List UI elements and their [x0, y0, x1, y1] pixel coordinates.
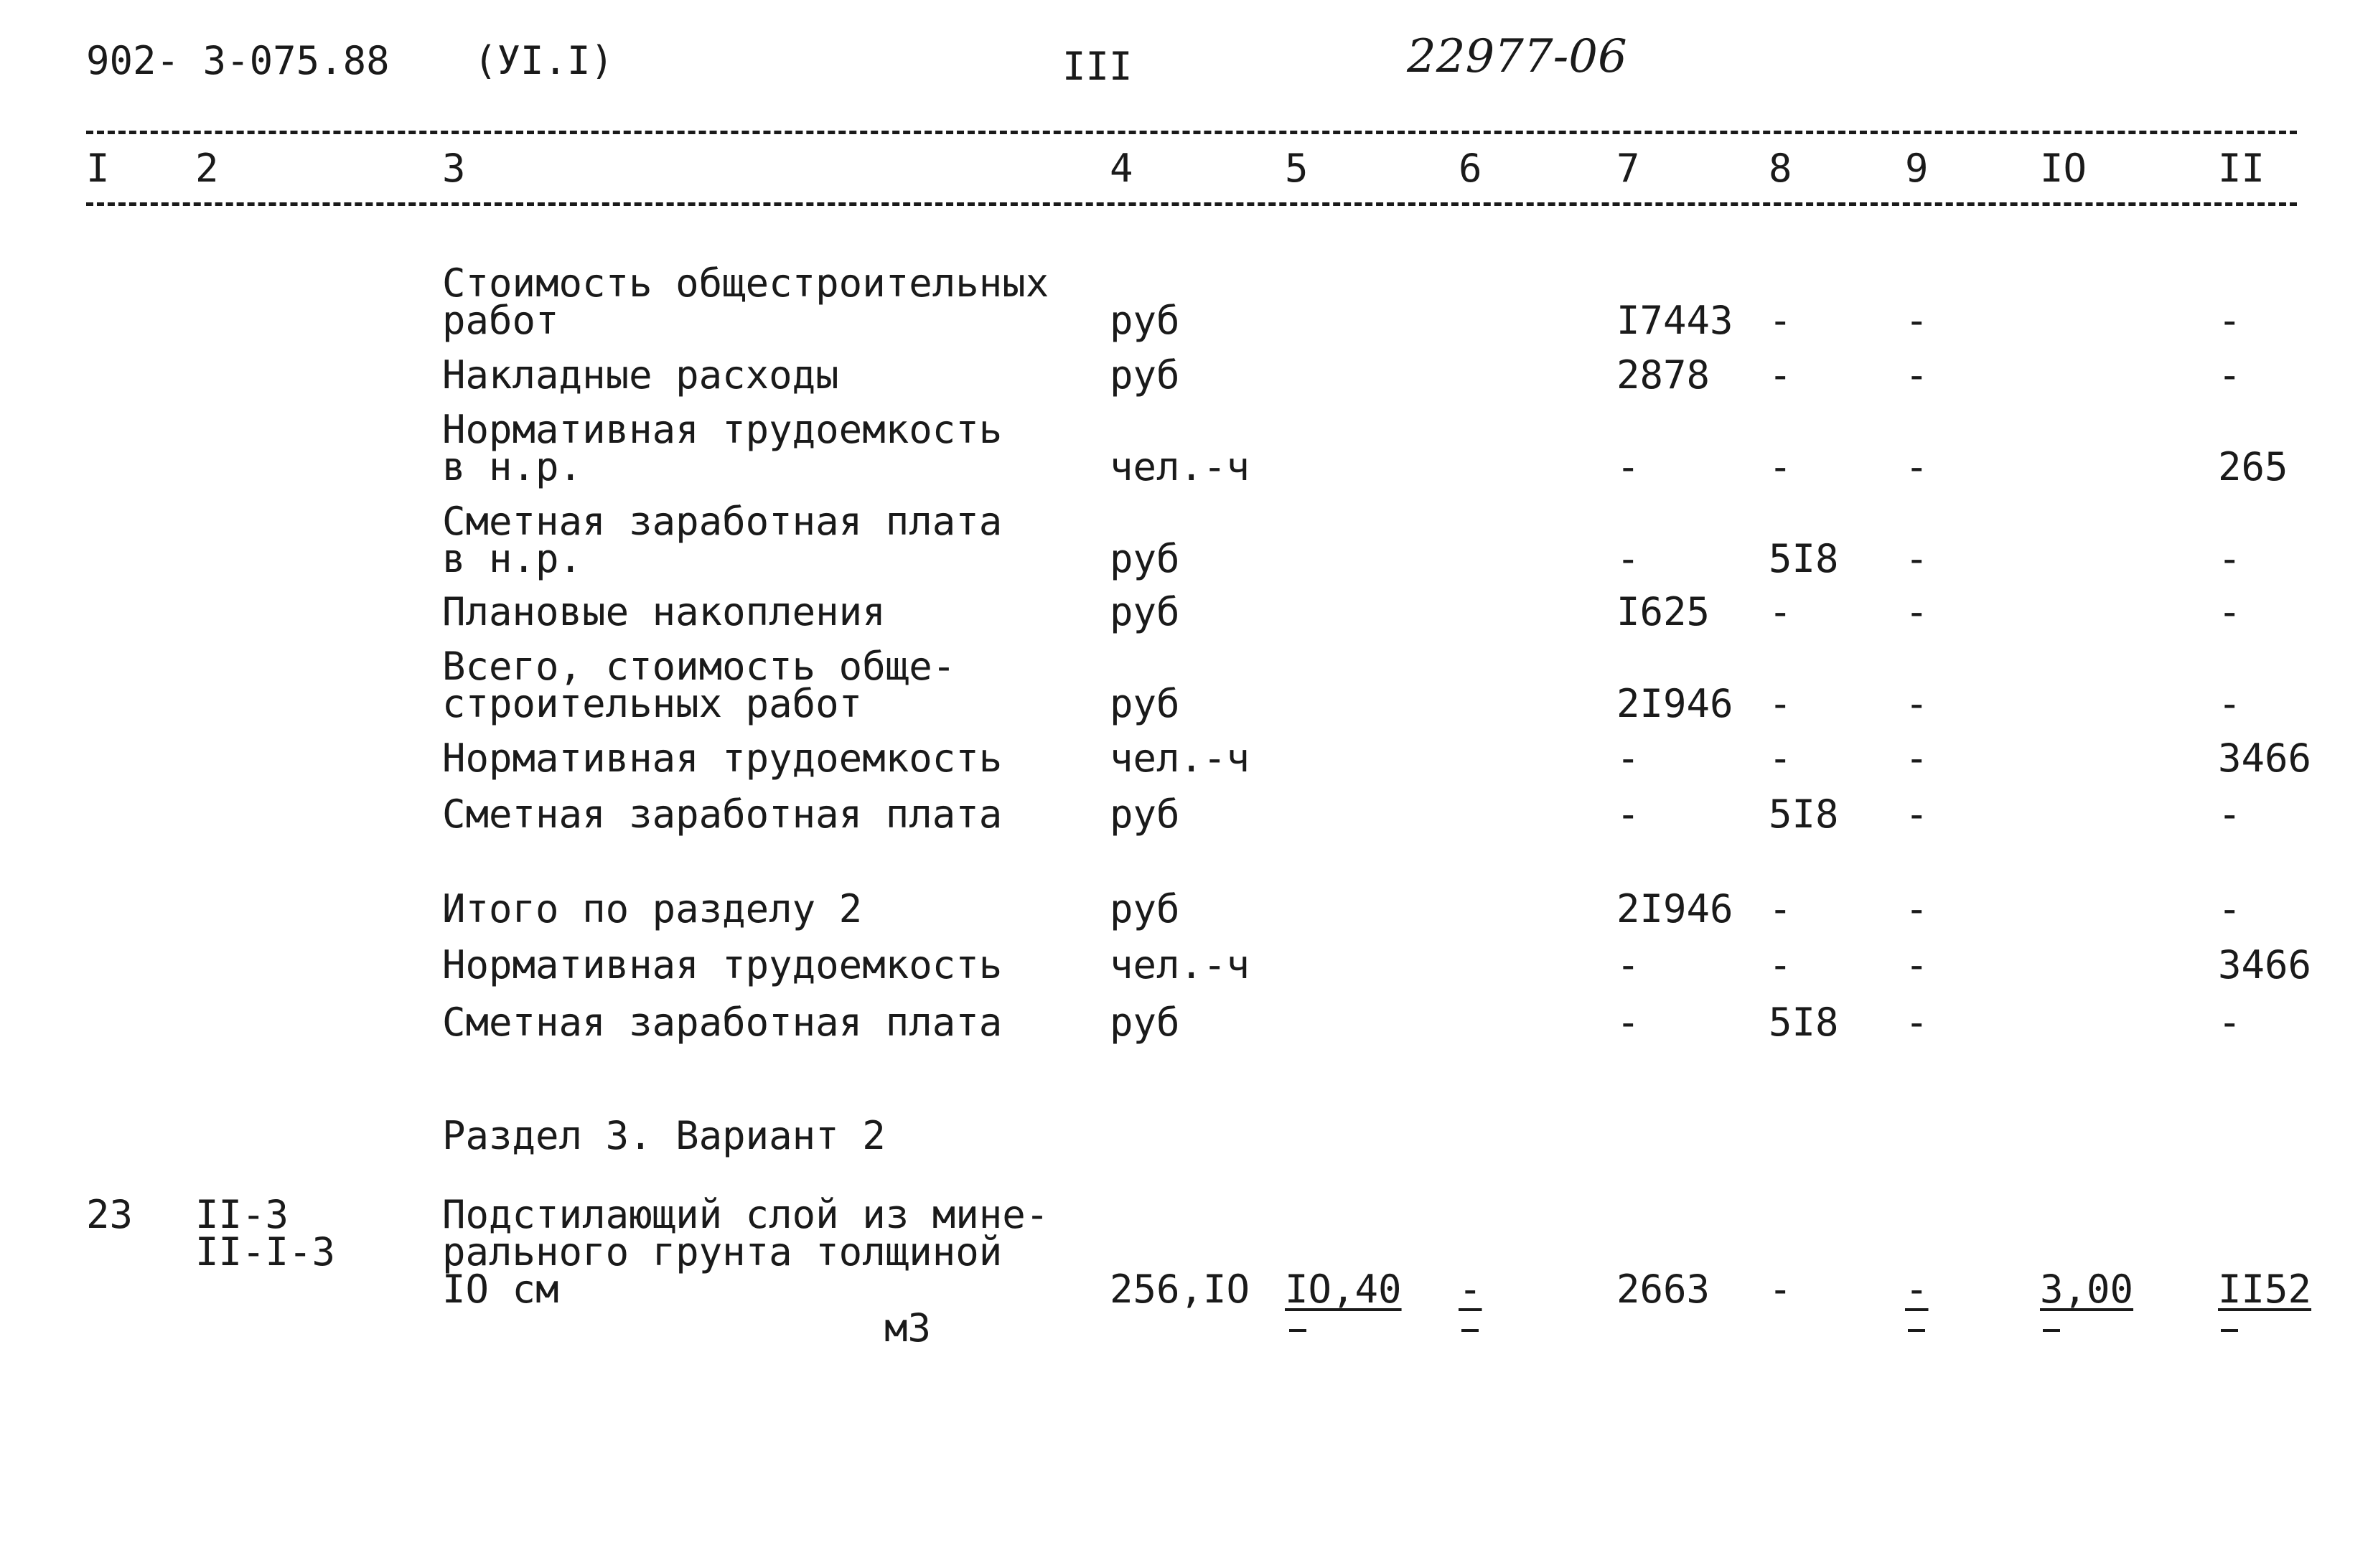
row-col8: - — [1769, 886, 1792, 931]
row-col9: - — [1905, 681, 1929, 726]
row-col11: 3466 — [2218, 942, 2312, 987]
row-col11: - — [2218, 536, 2242, 581]
page-number: III — [1062, 44, 1133, 89]
row-col11: - — [2218, 886, 2242, 931]
row-col9: - — [1905, 298, 1929, 343]
column-header-11: II — [2218, 146, 2265, 191]
item-code: II-3 — [195, 1192, 289, 1237]
row-unit: руб — [1110, 886, 1180, 931]
item-col4: 256,IO — [1110, 1267, 1250, 1312]
row-name-line: в н.р. — [442, 536, 583, 581]
row-col8: 5I8 — [1769, 536, 1839, 581]
row-col7: 2I946 — [1616, 681, 1733, 726]
column-header-8: 8 — [1769, 146, 1792, 191]
row-col11: - — [2218, 1000, 2242, 1045]
fraction-denominator-dash — [1461, 1329, 1479, 1332]
row-col11: - — [2218, 589, 2242, 634]
row-name-line: Плановые накопления — [442, 589, 886, 634]
row-col8: - — [1769, 444, 1792, 489]
row-col11: 3466 — [2218, 736, 2312, 781]
row-unit: руб — [1110, 589, 1180, 634]
row-col8: 5I8 — [1769, 792, 1839, 837]
row-unit: чел.-ч — [1110, 736, 1250, 781]
row-col7: - — [1616, 736, 1640, 781]
row-col7: - — [1616, 536, 1640, 581]
row-col7: - — [1616, 942, 1640, 987]
row-col11: - — [2218, 298, 2242, 343]
item-name-line: Подстилающий слой из мине- — [442, 1192, 1049, 1237]
row-unit: чел.-ч — [1110, 444, 1250, 489]
row-name-line: Сметная заработная плата — [442, 1000, 1003, 1045]
section-title: Раздел 3. Вариант 2 — [442, 1113, 886, 1158]
row-name-line: Сметная заработная плата — [442, 499, 1003, 544]
row-unit: руб — [1110, 792, 1180, 837]
row-name-line: Нормативная трудоемкость — [442, 736, 1003, 781]
row-name-line: Нормативная трудоемкость — [442, 407, 1003, 452]
item-col8: - — [1769, 1267, 1792, 1312]
row-name-line: Сметная заработная плата — [442, 792, 1003, 837]
row-unit: руб — [1110, 536, 1180, 581]
row-col11: - — [2218, 352, 2242, 398]
row-col8: - — [1769, 681, 1792, 726]
row-col9: - — [1905, 736, 1929, 781]
item-name-line: IO см — [442, 1267, 559, 1312]
row-col11: 265 — [2218, 444, 2288, 489]
row-name-line: строительных работ — [442, 681, 863, 726]
row-col7: 2I946 — [1616, 886, 1733, 931]
row-col8: 5I8 — [1769, 1000, 1839, 1045]
item-number: 23 — [86, 1192, 134, 1237]
row-col7: - — [1616, 444, 1640, 489]
row-name-line: Нормативная трудоемкость — [442, 942, 1003, 987]
row-col9: - — [1905, 886, 1929, 931]
row-col8: - — [1769, 352, 1792, 398]
column-header-6: 6 — [1459, 146, 1482, 191]
row-col9: - — [1905, 444, 1929, 489]
column-header-1: I — [86, 146, 110, 191]
item-col6: - — [1459, 1267, 1482, 1312]
row-name-line: Итого по разделу 2 — [442, 886, 863, 931]
row-unit: руб — [1110, 681, 1180, 726]
header-bottom-rule — [86, 202, 2297, 206]
item-col10: 3,00 — [2040, 1267, 2134, 1312]
item-unit: м3 — [884, 1305, 932, 1351]
column-header-9: 9 — [1905, 146, 1929, 191]
column-header-3: 3 — [442, 146, 466, 191]
fraction-denominator-dash — [1908, 1329, 1925, 1332]
header-top-rule — [86, 131, 2297, 134]
document-code: 902- 3-075.88 — [86, 38, 390, 83]
row-col9: - — [1905, 942, 1929, 987]
handwritten-number: 22977-06 — [1407, 30, 1627, 83]
item-col7: 2663 — [1616, 1267, 1710, 1312]
column-header-4: 4 — [1110, 146, 1133, 191]
item-col9: - — [1905, 1267, 1929, 1312]
row-col9: - — [1905, 536, 1929, 581]
row-col8: - — [1769, 736, 1792, 781]
row-col8: - — [1769, 298, 1792, 343]
row-name-line: работ — [442, 298, 559, 343]
row-col9: - — [1905, 1000, 1929, 1045]
row-unit: руб — [1110, 352, 1180, 398]
section-code: (УI.I) — [474, 38, 614, 83]
row-col7: - — [1616, 1000, 1640, 1045]
row-col9: - — [1905, 792, 1929, 837]
row-unit: руб — [1110, 1000, 1180, 1045]
fraction-denominator-dash — [2043, 1329, 2060, 1332]
column-header-2: 2 — [195, 146, 219, 191]
item-col5: IO,40 — [1285, 1267, 1402, 1312]
row-col8: - — [1769, 589, 1792, 634]
row-col11: - — [2218, 681, 2242, 726]
row-unit: руб — [1110, 298, 1180, 343]
column-header-5: 5 — [1285, 146, 1309, 191]
item-name-line: рального грунта толщиной — [442, 1229, 1003, 1274]
row-col11: - — [2218, 792, 2242, 837]
fraction-denominator-dash — [2221, 1329, 2238, 1332]
column-header-10: IO — [2040, 146, 2087, 191]
row-col9: - — [1905, 352, 1929, 398]
item-code: II-I-3 — [195, 1229, 336, 1274]
row-unit: чел.-ч — [1110, 942, 1250, 987]
row-col9: - — [1905, 589, 1929, 634]
fraction-denominator-dash — [1289, 1329, 1306, 1332]
row-name-line: Накладные расходы — [442, 352, 839, 398]
row-col7: I7443 — [1616, 298, 1733, 343]
row-col7: - — [1616, 792, 1640, 837]
row-name-line: Стоимость общестроительных — [442, 260, 1049, 306]
item-col11: II52 — [2218, 1267, 2312, 1312]
row-name-line: в н.р. — [442, 444, 583, 489]
row-col8: - — [1769, 942, 1792, 987]
column-header-7: 7 — [1616, 146, 1640, 191]
row-col7: 2878 — [1616, 352, 1710, 398]
row-col7: I625 — [1616, 589, 1710, 634]
row-name-line: Всего, стоимость обще- — [442, 644, 956, 689]
